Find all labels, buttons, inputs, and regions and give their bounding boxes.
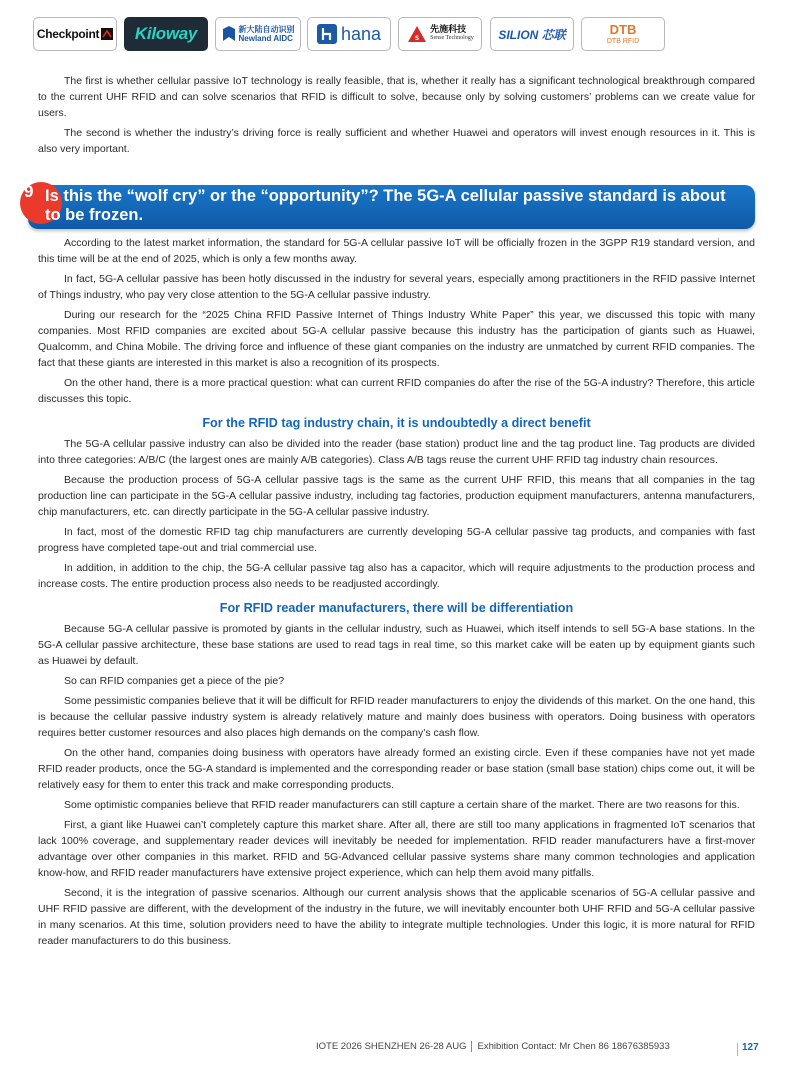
checkpoint-logo xyxy=(33,17,117,51)
silion-logo xyxy=(490,17,574,51)
hana-logo xyxy=(307,17,391,51)
paragraph: In fact, 5G-A cellular passive has been hotly discussed in the industry for several years, especially among practitioners in the RFID passive Internet of Things industry, who pay very close attention to the 5G-A cellular passive industry. xyxy=(38,273,755,301)
sense-logo-cn: 先施科技 xyxy=(430,24,467,34)
paragraph: The second is whether the industry’s driving force is really sufficient and whether Huawei and operators will invest enough resources in it. This is also very important. xyxy=(38,127,755,155)
paragraph: According to the latest market information, the standard for 5G-A cellular passive IoT will be officially frozen in the 3GPP R19 standard version, and this time will be at the end of 2025, which is only a few months away. xyxy=(38,237,755,265)
spacer xyxy=(38,161,755,185)
subheading-reader-manufacturers: For RFID reader manufacturers, there will be differentiation xyxy=(219,601,574,615)
paragraph: In fact, most of the domestic RFID tag chip manufacturers are currently developing 5G-A cellular passive tag products, and companies with fast progress have completed tape-out and trial commercial use. xyxy=(38,526,755,554)
checkpoint-mark-icon xyxy=(101,28,113,40)
paragraph: Because 5G-A cellular passive is promoted by giants in the cellular industry, such as Huawei, which itself intends to sell 5G-A base stations. In the 5G-A cellular passive architecture, these base stations are used to read tags in real time, so this market cake will be eaten up by equipment giants such as Huawei by default. xyxy=(38,623,755,667)
section-number: 9 xyxy=(24,182,34,201)
paragraph: In addition, in addition to the chip, the 5G-A cellular passive tag also has a capacitor, which will require adjustments to the production process and increase costs. The entire production process also needs to be readjusted accordingly. xyxy=(38,562,755,590)
hana-mark-icon xyxy=(317,24,337,44)
newland-logo xyxy=(215,17,301,51)
paragraph: Second, it is the integration of passive scenarios. Although our current analysis shows that the applicable scenarios of 5G-A cellular passive and UHF RFID passive are different, with the development of the industry in the future, we will inevitably encounter both UHF RFID and 5G-A cellular passive in many scenarios. At this time, solution providers need to have the ability to integrate multiple technologies. Under this logic, it is more natural for RFID reader manufacturers to do this business. xyxy=(38,887,755,947)
subheading-tag-industry: For the RFID tag industry chain, it is undoubtedly a direct benefit xyxy=(202,416,591,430)
paragraph: On the other hand, there is a more practical question: what can current RFID companies do after the rise of the 5G-A industry? Therefore, this article discusses this topic. xyxy=(38,377,755,405)
newland-logo-en: Newland AIDC xyxy=(238,34,293,43)
dtb-logo xyxy=(581,17,665,51)
paragraph: The first is whether cellular passive IoT technology is really feasible, that is, whether it really has a significant technological breakthrough compared to the current UHF RFID and can solve scenarios that RFID is difficult to solve, because only by solving customers’ problems can we create value for users. xyxy=(38,75,755,119)
hana-logo-text: hana xyxy=(340,23,382,44)
dtb-logo-sub: DTB RFID xyxy=(606,37,640,45)
section-banner xyxy=(24,182,755,229)
dtb-logo-text: DTB xyxy=(609,21,637,37)
paragraph: The 5G-A cellular passive industry can also be divided into the reader (base station) product line and the tag product line. Tag products are divided into three categories: A/B/C (the largest ones are mainly A/B categories). Class A/B tags reuse the current UHF RFID tag industry chain resources. xyxy=(38,438,755,466)
section-title: Is this the “wolf cry” or the “opportunity”? The 5G-A cellular passive standard is about to be frozen. xyxy=(45,187,726,224)
sense-logo xyxy=(398,17,482,51)
paragraph: Because the production process of 5G-A cellular passive tags is the same as the current UHF RFID, this means that all companies in the tag production line can participate in the 5G-A cellular passive industry, including tag factories, production equipment manufacturers, antenna manufacturers, chip manufacturers, etc. can directly participate in the 5G-A cellular passive industry. xyxy=(38,474,755,518)
kiloway-logo xyxy=(124,17,208,51)
paragraph: Some pessimistic companies believe that it will be difficult for RFID reader manufacturers to enjoy the dividends of this market. On the one hand, this is because the cellular passive industry system is already relatively mature and mainly does business with operators. Doing business with operators requires better customer resources and also places high demands on the company’s cash flow. xyxy=(38,695,755,739)
paragraph: First, a giant like Huawei can’t completely capture this market share. After all, there are still too many applications in fragmented IoT scenarios that lack 100% coverage, and supplementary reader devices will inevitably be needed for implementation. RFID reader manufacturers have a first-mover advantage over other companies in this market. RFID and 5G-Advanced cellular passive systems share many common technologies and application know-how, and RFID reader manufacturers have extensive project experience, which can help them avoid many pitfalls. xyxy=(38,819,755,879)
page-number-divider xyxy=(737,1043,738,1056)
newland-logo-cn: 新大陆自动识别 xyxy=(238,25,295,34)
newland-mark-icon xyxy=(222,26,236,42)
svg-text:S: S xyxy=(415,35,420,42)
paragraph: Some optimistic companies believe that RFID reader manufacturers can still capture a certain share of the market. There are two reasons for this. xyxy=(64,799,740,811)
sense-mark-icon xyxy=(406,24,428,44)
article-body xyxy=(24,73,755,953)
footer-event: IOTE 2026 SHENZHEN 26-28 AUG xyxy=(316,1041,467,1053)
page-number: 127 xyxy=(742,1042,759,1053)
footer-divider xyxy=(471,1041,472,1052)
kiloway-logo-text: Kiloway xyxy=(134,24,198,43)
page-footer xyxy=(316,1041,756,1057)
paragraph: So can RFID companies get a piece of the pie? xyxy=(64,675,285,687)
sponsor-logo-bar xyxy=(0,0,793,64)
paragraph: On the other hand, companies doing business with operators have already formed an existing circle. Even if these companies have not yet made RFID reader products, once the 5G-A standard is implemented and the corresponding reader or base station (small base station) chips come out, it will be relatively easy for them to enter this track and make corresponding products. xyxy=(38,747,755,791)
checkpoint-logo-text: Checkpoint xyxy=(36,27,100,41)
footer-contact: Exhibition Contact: Mr Chen 86 18676385933 xyxy=(477,1041,670,1053)
silion-logo-text: SILION 芯联 xyxy=(498,27,566,42)
sense-logo-en: Sense Technology xyxy=(430,35,474,41)
paragraph: During our research for the “2025 China RFID Passive Internet of Things Industry White Paper” this year, we discussed this topic with many companies. Most RFID companies are excited about 5G-A cellular passive because this industry has the participation of giants such as Huawei, Qualcomm, and China Mobile. The driving force and influence of these giant companies on the industry are unmatched by current RFID companies. The fact that these giants are interested in this market is also a recognition of its prospects. xyxy=(38,309,755,369)
